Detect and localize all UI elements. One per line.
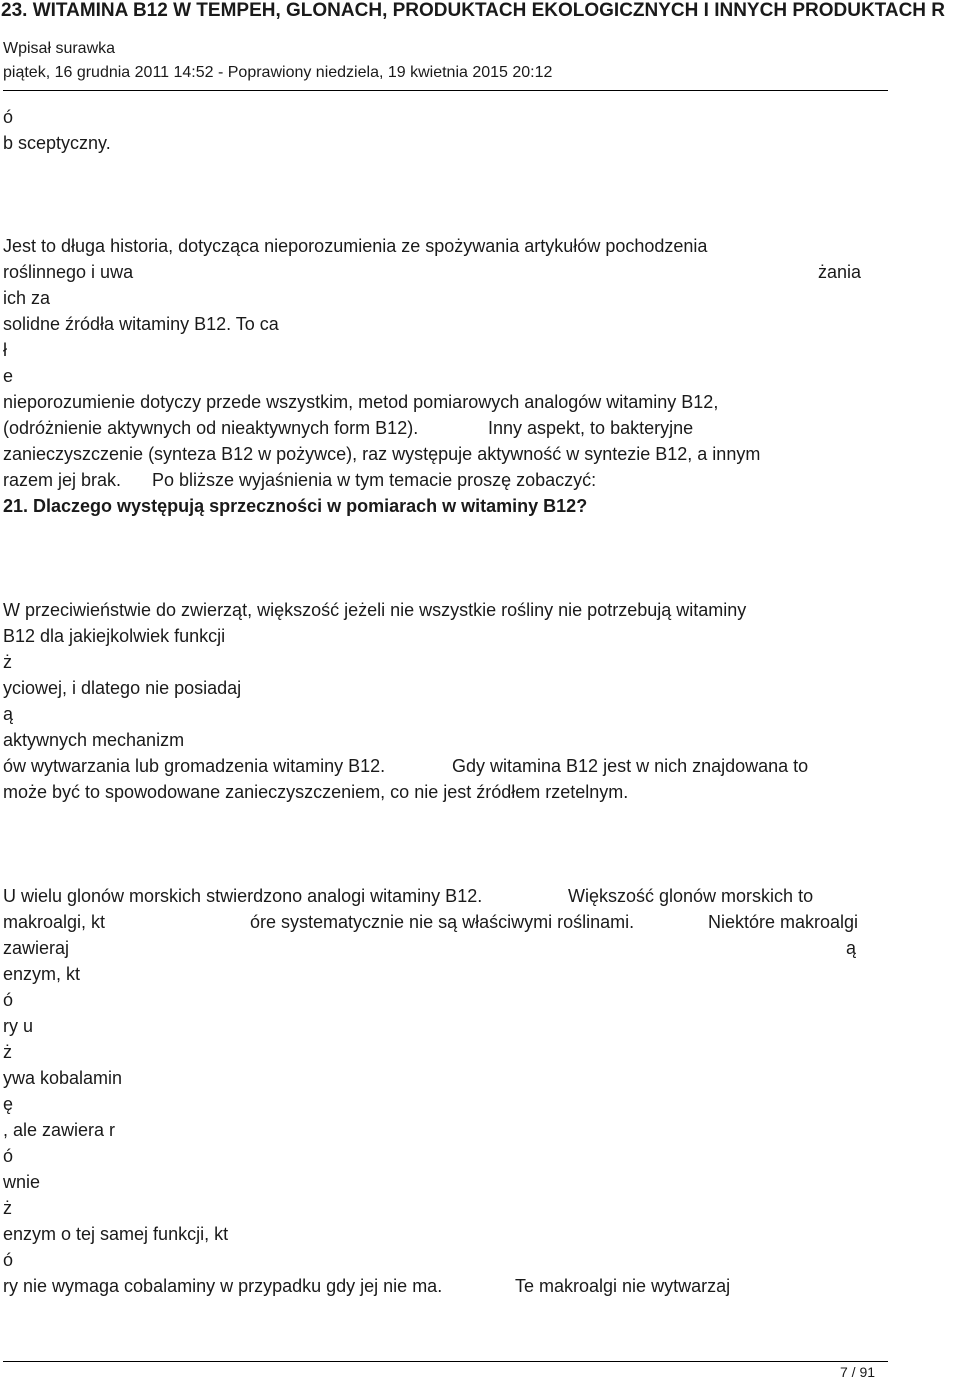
- text-line: ż: [3, 652, 12, 672]
- text-line: W przeciwieństwie do zwierząt, większość jeżeli nie wszystkie rośliny nie potrzebują witaminy: [3, 600, 747, 620]
- text-line: ó: [3, 107, 14, 127]
- text-line: ż: [3, 1198, 12, 1218]
- text-line: roślinnego i uwa: [3, 262, 134, 282]
- text-line: ów wytwarzania lub gromadzenia witaminy B12.: [3, 756, 386, 776]
- text-line: Inny aspekt, to bakteryjne: [488, 418, 694, 438]
- text-line: B12 dla jakiejkolwiek funkcji: [3, 626, 226, 646]
- text-line: zanieczyszczenie (synteza B12 w pożywce), raz występuje aktywność w syntezie B12, a innym: [3, 444, 761, 464]
- text-line: enzym, kt: [3, 964, 81, 984]
- text-line: ę: [3, 1094, 14, 1114]
- text-line: aktywnych mechanizm: [3, 730, 185, 750]
- text-line: Te makroalgi nie wytwarzaj: [515, 1276, 731, 1296]
- text-line: Gdy witamina B12 jest w nich znajdowana to: [452, 756, 809, 776]
- date-line: piątek, 16 grudnia 2011 14:52 - Poprawiony niedziela, 19 kwietnia 2015 20:12: [3, 64, 553, 81]
- text-line: razem jej brak.: [3, 470, 122, 490]
- text-line: ry nie wymaga cobalaminy w przypadku gdy jej nie ma.: [3, 1276, 443, 1296]
- text-line: wnie: [3, 1172, 41, 1192]
- section-link-heading[interactable]: 21. Dlaczego występują sprzeczności w pomiarach w witaminy B12?: [3, 496, 588, 516]
- text-line: makroalgi, kt: [3, 912, 106, 932]
- text-line: ó: [3, 990, 14, 1010]
- text-line: zawieraj: [3, 938, 70, 958]
- text-line: nieporozumienie dotyczy przede wszystkim, metod pomiarowych analogów witaminy B12,: [3, 392, 719, 412]
- text-line: Po bliższe wyjaśnienia w tym temacie proszę zobaczyć:: [152, 470, 597, 490]
- text-line: ó: [3, 1146, 14, 1166]
- text-line: żania: [818, 262, 862, 282]
- author-line: Wpisał surawka: [3, 40, 116, 57]
- text-line: U wielu glonów morskich stwierdzono analogi witaminy B12.: [3, 886, 483, 906]
- text-line: ą: [846, 938, 857, 958]
- text-line: enzym o tej samej funkcji, kt: [3, 1224, 229, 1244]
- text-line: ywa kobalamin: [3, 1068, 123, 1088]
- document-title: 23. WITAMINA B12 W TEMPEH, GLONACH, PRODUKTACH EKOLOGICZNYCH I INNYCH PRODUKTACH R: [1, 0, 946, 21]
- text-line: Jest to długa historia, dotycząca nieporozumienia ze spożywania artykułów pochodzenia: [3, 236, 708, 256]
- text-line: (odróżnienie aktywnych od nieaktywnych form B12).: [3, 418, 419, 438]
- text-line: , ale zawiera r: [3, 1120, 116, 1140]
- text-line: óre systematycznie nie są właściwymi roślinami.: [250, 912, 635, 932]
- text-line: ą: [3, 704, 14, 724]
- footer-rule: [3, 1361, 888, 1362]
- text-line: Niektóre makroalgi: [708, 912, 859, 932]
- page-number: 7 / 91: [840, 1364, 876, 1380]
- text-line: e: [3, 366, 14, 386]
- text-line: ż: [3, 1042, 12, 1062]
- text-line: Większość glonów morskich to: [568, 886, 814, 906]
- text-line: ich za: [3, 288, 51, 308]
- text-line: ł: [3, 340, 7, 360]
- text-line: ó: [3, 1250, 14, 1270]
- header-rule: [3, 90, 888, 91]
- text-line: yciowej, i dlatego nie posiadaj: [3, 678, 242, 698]
- text-line: może być to spowodowane zanieczyszczeniem, co nie jest źródłem rzetelnym.: [3, 782, 629, 802]
- text-line: b sceptyczny.: [3, 133, 111, 153]
- text-line: ry u: [3, 1016, 34, 1036]
- text-line: solidne źródła witaminy B12. To ca: [3, 314, 279, 334]
